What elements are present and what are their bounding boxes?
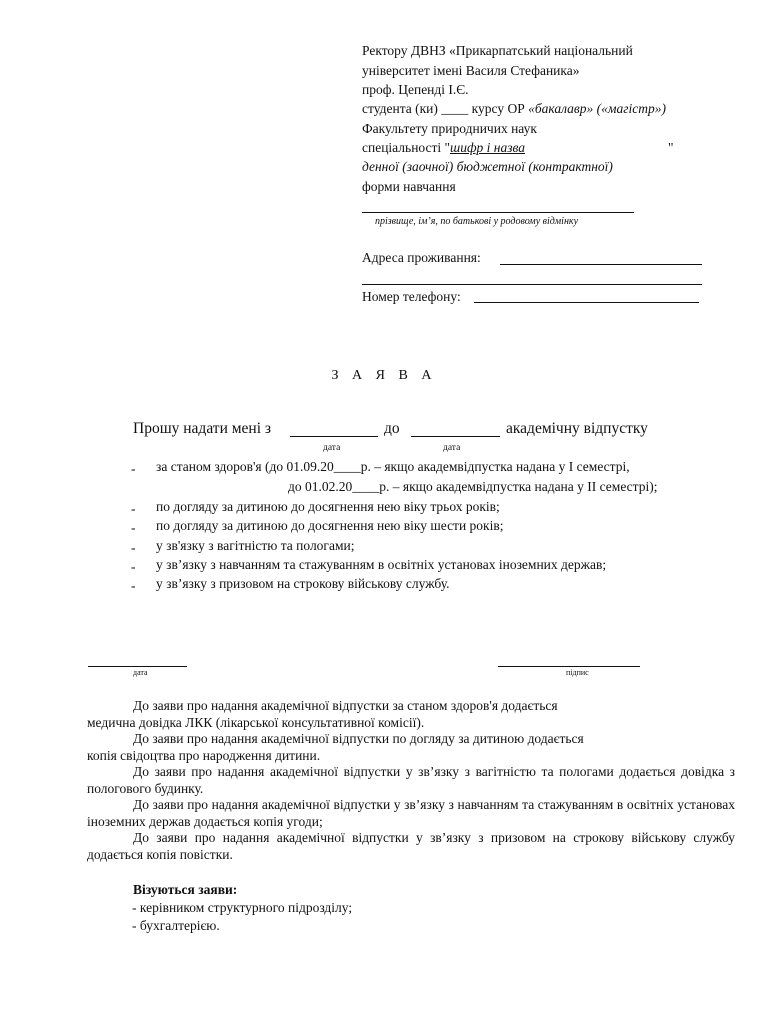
note-child-b: копія свідоцтва про народження дитини. bbox=[87, 747, 321, 763]
note-health-b: медична довідка ЛКК (лікарської консультативної комісії). bbox=[87, 714, 425, 730]
approvals-heading: Візуються заяви: bbox=[133, 882, 238, 897]
study-form-options: денної (заочної) бюджетної (контрактної) bbox=[362, 159, 613, 174]
option-child-3: по догляду за дитиною до досягнення нею віку трьох років; bbox=[156, 499, 500, 514]
full-name-hint: прізвище, ім’я, по батькові у родовому відмінку bbox=[375, 216, 579, 227]
signature-line bbox=[498, 666, 640, 667]
option-dash: - bbox=[131, 540, 136, 555]
document-title: З А Я В А bbox=[331, 368, 437, 383]
degree-options: «бакалавр» («магістр») bbox=[528, 101, 667, 116]
option-health-2: до 01.02.20____р. – якщо академвідпустка надана у II семестрі); bbox=[288, 479, 658, 494]
student-course-line bbox=[362, 101, 666, 117]
addressee-line-2: університет імені Василя Стефаника» bbox=[362, 63, 580, 78]
study-form-label: форми навчання bbox=[362, 179, 456, 194]
start-date-label: дата bbox=[323, 443, 341, 453]
phone-line bbox=[474, 302, 699, 303]
approval-item-accounting: - бухгалтерією. bbox=[132, 918, 220, 933]
note-study-abroad: До заяви про надання академічної відпустки у зв’язку з навчанням та стажуванням в освітніх установах іноземних держав додається копія угоди; bbox=[87, 797, 735, 829]
option-pregnancy: у зв'язку з вагітністю та пологами; bbox=[156, 538, 355, 553]
address-label: Адреса проживання: bbox=[362, 250, 481, 265]
start-date-line bbox=[290, 436, 378, 437]
address-line-1 bbox=[500, 264, 702, 265]
option-dash: - bbox=[131, 559, 136, 574]
specialty-line bbox=[362, 140, 674, 156]
specialty-suffix: " bbox=[668, 140, 674, 155]
request-part-2: до bbox=[384, 420, 400, 437]
option-study-abroad: у зв’язку з навчанням та стажуванням в освітніх установах іноземних держав; bbox=[156, 557, 607, 572]
option-military: у зв’язку з призовом на строкову військову службу. bbox=[156, 576, 450, 591]
option-child-6: по догляду за дитиною до досягнення нею віку шести років; bbox=[156, 518, 504, 533]
phone-label: Номер телефону: bbox=[362, 289, 461, 304]
option-dash: - bbox=[131, 578, 136, 593]
sign-date-label: дата bbox=[133, 668, 148, 677]
student-course-prefix: студента (ки) ____ курсу ОР bbox=[362, 101, 529, 116]
option-dash: - bbox=[131, 520, 136, 535]
request-part-1: Прошу надати мені з bbox=[133, 420, 272, 437]
signature-label: підпис bbox=[566, 668, 589, 677]
specialty-prefix: спеціальності " bbox=[362, 140, 451, 155]
approval-item-department: - керівником структурного підрозділу; bbox=[132, 900, 353, 915]
attachments-notes bbox=[87, 698, 735, 863]
note-child-a: До заяви про надання академічної відпустки по догляду за дитиною додається bbox=[133, 731, 584, 746]
specialty-code-field: шифр і назва bbox=[450, 140, 526, 155]
request-part-3: академічну відпустку bbox=[506, 420, 648, 437]
note-pregnancy: До заяви про надання академічної відпустки у зв’язку з вагітністю та пологами додається довідка з пологового будинку. bbox=[87, 764, 735, 796]
note-military: До заяви про надання академічної відпустки у зв’язку з призовом на строкову військову службу додається копія повістки. bbox=[87, 830, 735, 862]
option-dash: - bbox=[131, 501, 136, 516]
option-dash: - bbox=[131, 461, 136, 476]
end-date-label: дата bbox=[443, 443, 461, 453]
note-health-a: До заяви про надання академічної відпустки за станом здоров'я додається bbox=[133, 698, 558, 713]
addressee-line-1: Ректору ДВНЗ «Прикарпатський національний bbox=[362, 43, 633, 58]
end-date-line bbox=[411, 436, 500, 437]
faculty-line: Факультету природничих наук bbox=[362, 121, 537, 136]
address-line-2 bbox=[362, 284, 702, 285]
sign-date-line bbox=[88, 666, 187, 667]
full-name-line bbox=[362, 212, 634, 213]
option-health-1: за станом здоров'я (до 01.09.20____р. – якщо академвідпустка надана у I семестрі, bbox=[156, 459, 630, 474]
addressee-line-3: проф. Цепенді І.Є. bbox=[362, 82, 469, 97]
